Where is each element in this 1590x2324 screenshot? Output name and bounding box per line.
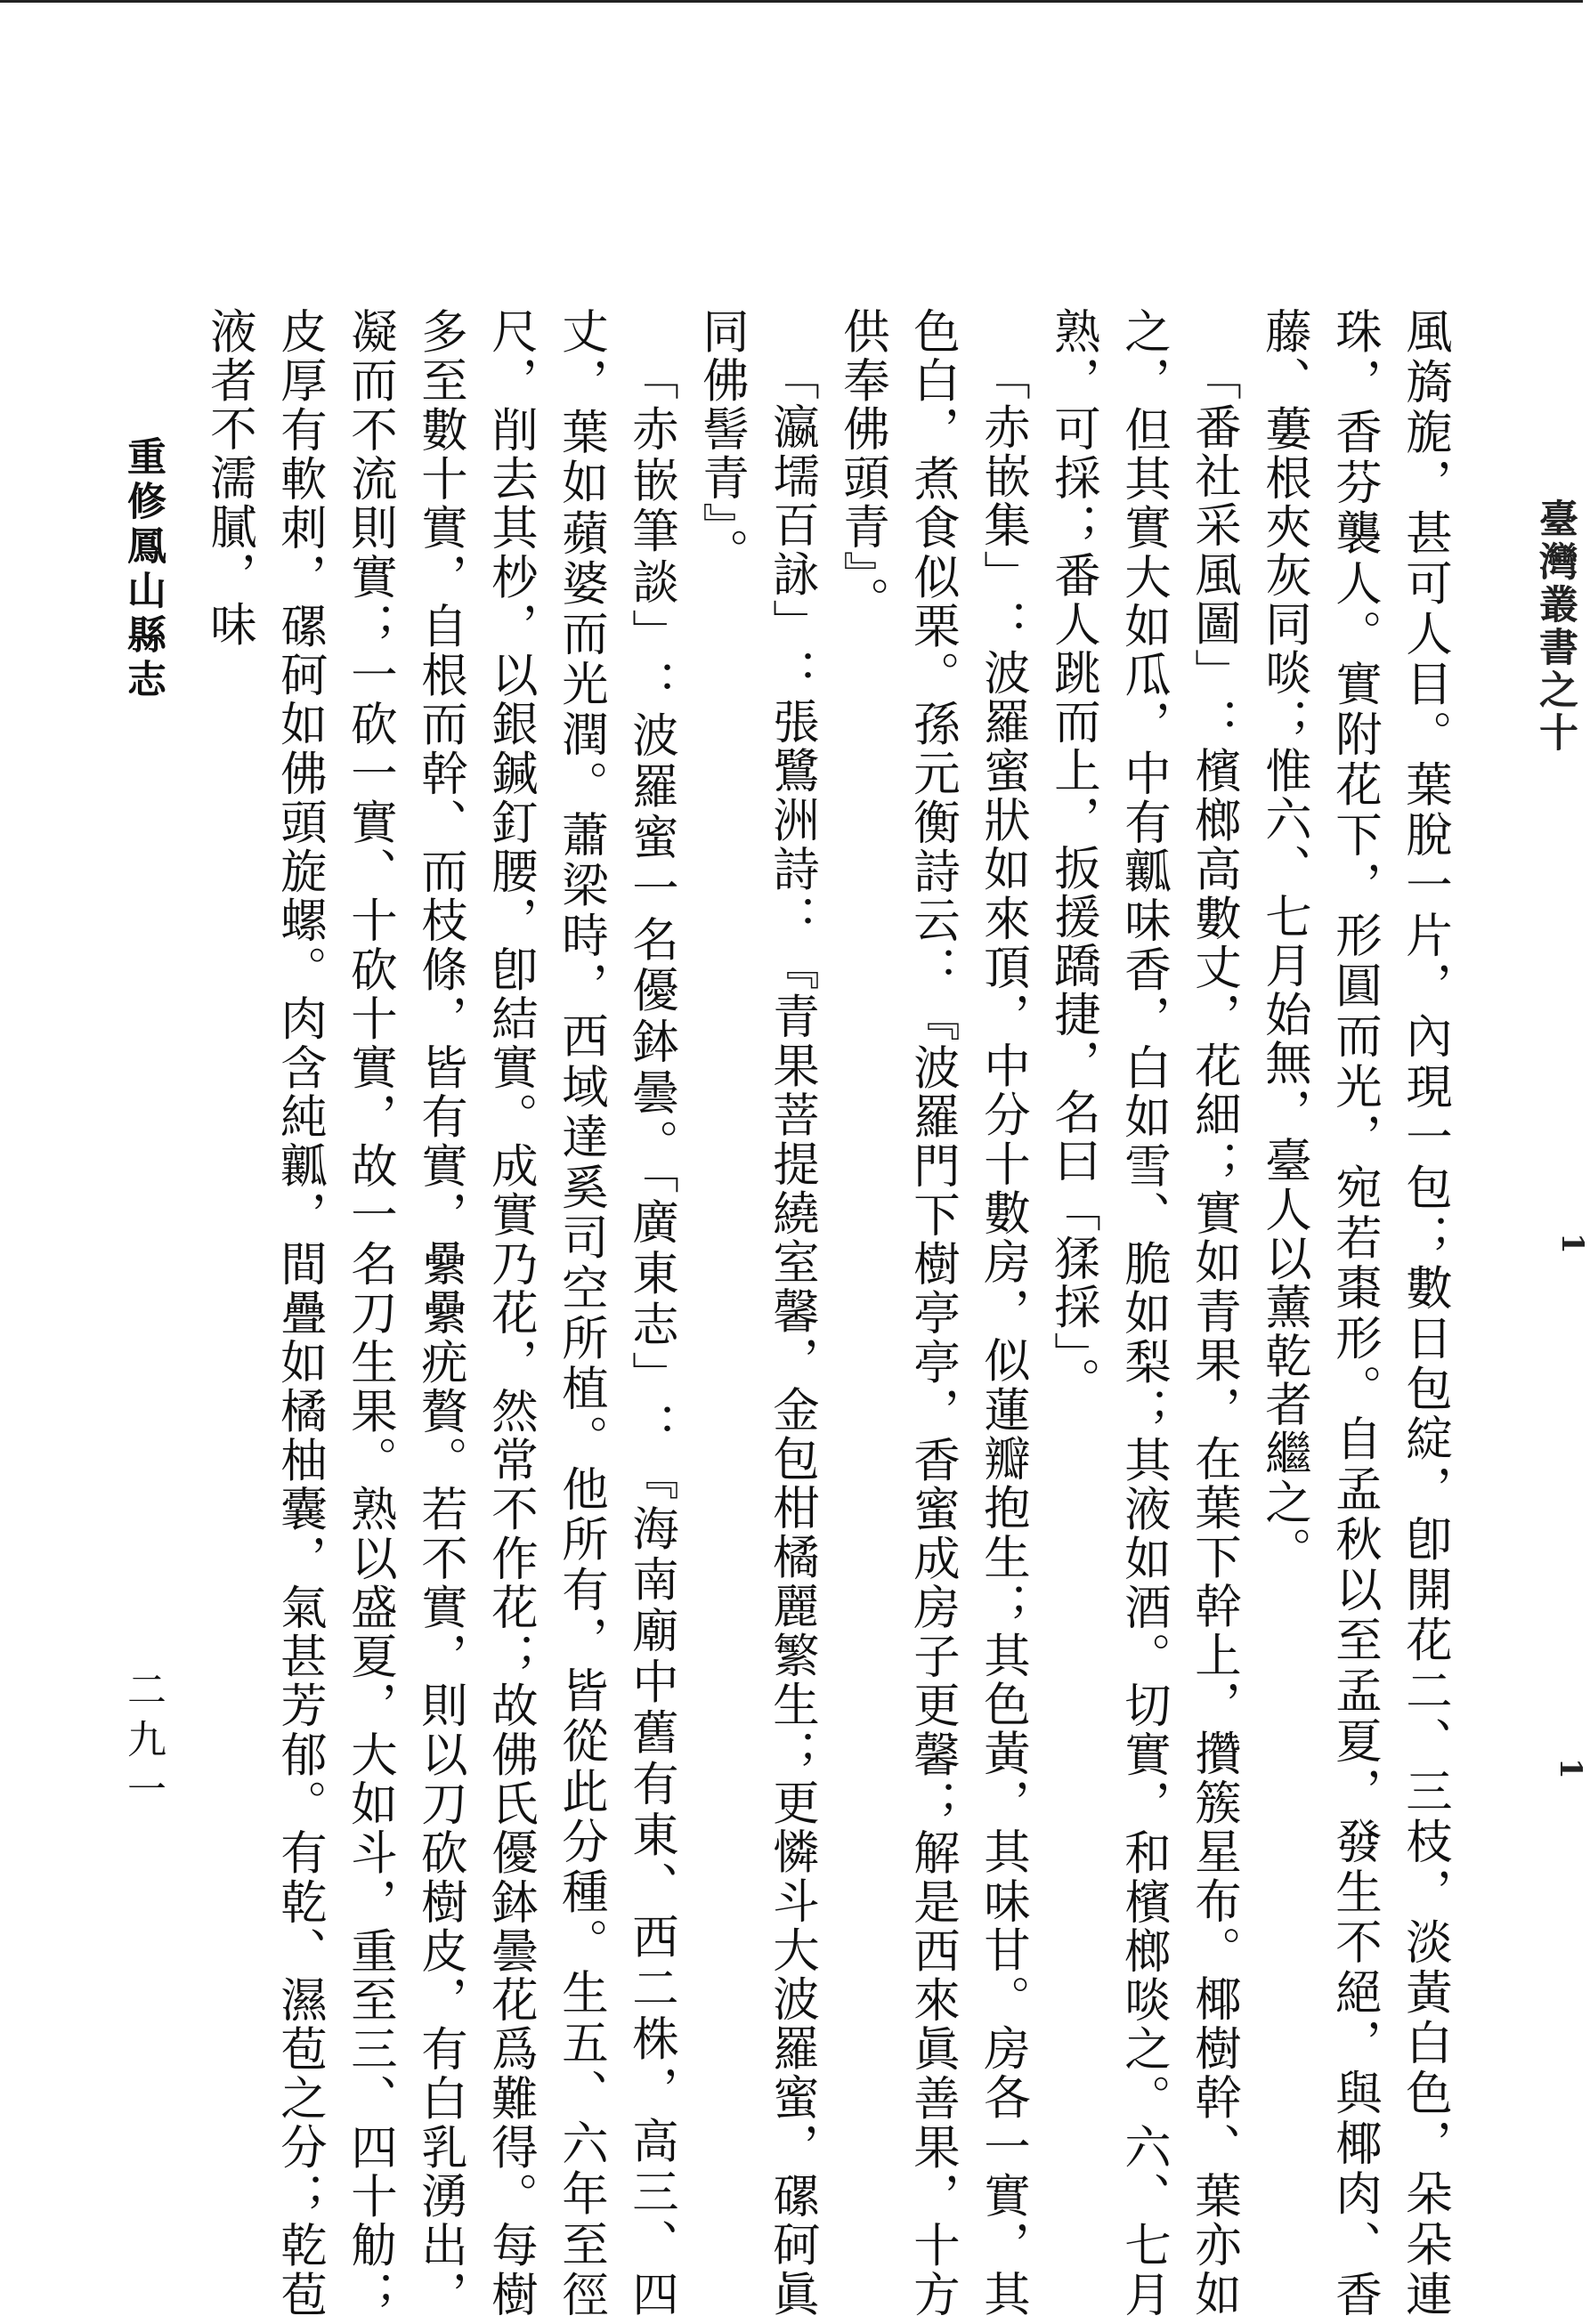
- body-text: [202, 307, 1460, 2319]
- paragraph: 風旖旎，甚可人目。葉脫一片，內現一包；數日包綻，卽開花二、三枝，淡黃白色，朵朵連珠，香芬襲人。實附花下，形圓而光，宛若棗形。自孟秋以至孟夏，發生不絕，與椰肉、香藤、蔞根夾灰同啖；惟六、七月始無，臺人以薰乾者繼之。: [1257, 307, 1452, 2319]
- paragraph: 「瀛壖百詠」：張鷺洲詩：『青果菩提繞室馨，金包柑橘麗繁生；更憐斗大波羅蜜，磥砢眞同佛髻青』。: [694, 307, 819, 2319]
- running-head: 臺灣叢書之十: [1532, 498, 1578, 755]
- paragraph: 「赤嵌集」：波羅蜜狀如來頂，中分十數房，似蓮瓣抱生；其色黃，其味甘。房各一實，其色白，煮食似栗。孫元衡詩云：『波羅門下樹亭亭，香蜜成房子更馨；解是西來眞善果，十方供奉佛頭青』。: [835, 307, 1030, 2319]
- paragraph: 「赤嵌筆談」：波羅蜜一名優鉢曇。「廣東志」：『海南廟中舊有東、西二株，高三、四丈，葉如蘋婆而光潤。蕭梁時，西域達奚司空所植。他所有，皆從此分種。生五、六年至徑尺，削去其杪，以銀鍼釘腰，卽結實。成實乃花，然常不作花；故佛氏優鉢曇花爲難得。每樹多至數十實，自根而幹、而枝條，皆有實，纍纍疣贅。若不實，則以刀砍樹皮，有白乳湧出，凝而不流則實；一砍一實、十砍十實，故一名刀生果。熟以盛夏，大如斗，重至三、四十觔；皮厚有軟刺，磥砢如佛頭旋螺。肉含純瓤，間疊如橘柚囊，氣甚芳郁。有乾、濕苞之分；乾苞液者不濡膩，味: [202, 307, 678, 2319]
- page-number: 二九一: [120, 1669, 166, 1818]
- paragraph: 「番社采風圖」：檳榔高數丈，花細；實如青果，在葉下幹上，攢簇星布。椰樹幹、葉亦如之，但其實大如瓜，中有瓤味香，白如雪、脆如梨；其液如酒。切實，和檳榔啖之。六、七月熟，可採；番人跳而上，扳援蹻捷，名曰「猱採」。: [1046, 307, 1241, 2319]
- page-top-edge: [0, 0, 1583, 3]
- book-title: 重修鳳山縣志: [120, 436, 166, 703]
- margin-mark: 1: [1553, 1758, 1588, 1779]
- margin-mark: 1: [1554, 1233, 1590, 1254]
